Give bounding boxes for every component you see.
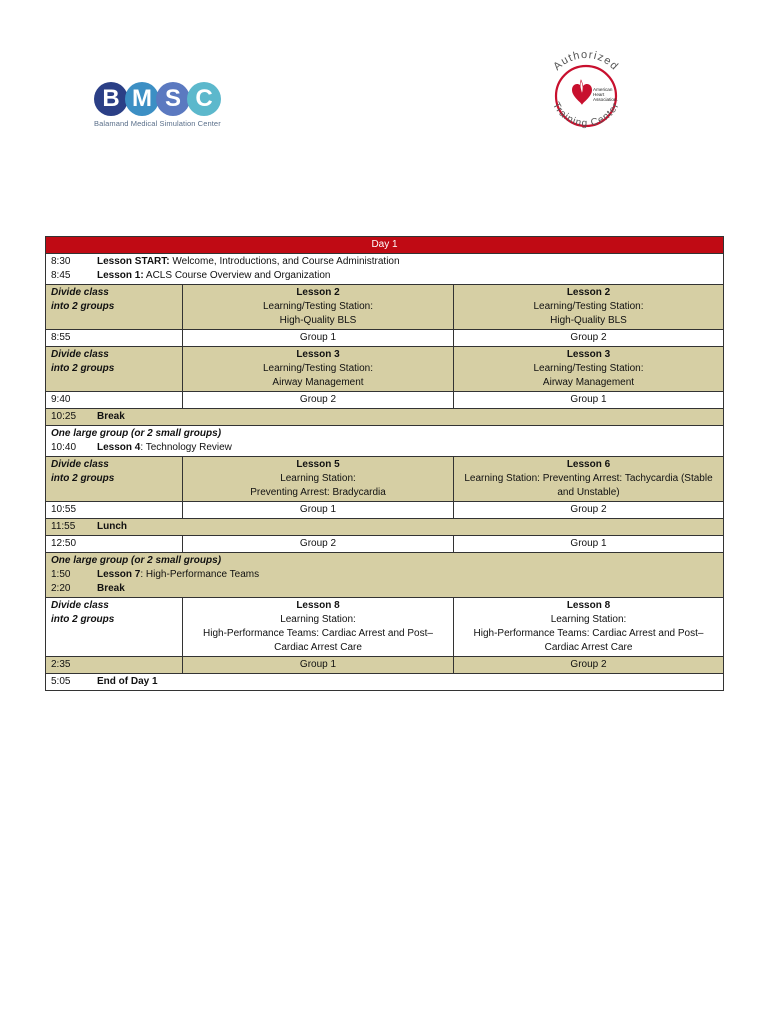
time-label: 5:05 — [51, 676, 71, 687]
intro-cell — [46, 254, 724, 285]
time-label: 11:55 — [51, 521, 76, 532]
bmsc-letter-b: B — [94, 82, 128, 116]
divide-class-cell: Divide class into 2 groups — [46, 598, 183, 657]
station-cell: Lesson 8 Learning Station: High-Performance Teams: Cardiac Arrest and Post– Cardiac Arrest Care — [454, 598, 724, 657]
station-row — [46, 598, 724, 657]
lesson-description: Welcome, Introductions, and Course Administration — [169, 256, 400, 267]
row-line — [51, 582, 718, 596]
time-label: 8:45 — [51, 270, 71, 281]
heart-torch-icon — [572, 80, 592, 105]
end-row — [46, 674, 724, 691]
lesson-description: : High-Performance Teams — [140, 569, 260, 580]
group-cell: Group 1 — [183, 657, 454, 674]
aha-training-center-seal — [536, 50, 636, 136]
divide-class-cell: Divide class into 2 groups — [46, 347, 183, 392]
time-label: 1:50 — [51, 569, 71, 580]
group-cell: Group 2 — [454, 502, 724, 519]
break-label: Break — [97, 411, 125, 422]
bmsc-subtitle: Balamand Medical Simulation Center — [94, 119, 221, 128]
large-group-label: One large group (or 2 small groups) — [51, 555, 222, 566]
time-cell: 2:35 — [46, 657, 183, 674]
group-cell: Group 2 — [183, 536, 454, 553]
seal-name-line-3: Association. — [593, 97, 618, 102]
station-cell: Lesson 2 Learning/Testing Station: High-Quality BLS — [454, 285, 724, 330]
station-cell: Lesson 2 Learning/Testing Station: High-Quality BLS — [183, 285, 454, 330]
end-label: End of Day 1 — [97, 676, 158, 687]
day-header-row — [46, 237, 724, 254]
row-line — [51, 568, 718, 582]
seal-arc-top-text: Authorized — [551, 50, 621, 74]
group-row — [46, 536, 724, 553]
station-row — [46, 457, 724, 502]
time-cell: 12:50 — [46, 536, 183, 553]
seal-arc-bottom-text: Training Center — [550, 100, 622, 130]
break-label: Break — [97, 583, 125, 594]
lesson-description: ACLS Course Overview and Organization — [143, 270, 331, 281]
lesson-label: Lesson 1: — [97, 270, 144, 281]
divide-class-cell: Divide class into 2 groups — [46, 457, 183, 502]
lunch-label: Lunch — [97, 521, 127, 532]
lesson-label: Lesson START: — [97, 256, 170, 267]
schedule-table — [45, 236, 724, 691]
station-row — [46, 285, 724, 330]
seal-name-line-1: American — [593, 87, 613, 92]
bmsc-letter-s: S — [156, 82, 190, 116]
large-group-label: One large group (or 2 small groups) — [51, 428, 222, 439]
schedule-row — [46, 254, 724, 285]
group-cell: Group 1 — [183, 502, 454, 519]
time-cell: 8:55 — [46, 330, 183, 347]
group-cell: Group 1 — [454, 392, 724, 409]
group-cell: Group 1 — [454, 536, 724, 553]
group-row — [46, 392, 724, 409]
lunch-row — [46, 519, 724, 536]
large-group-row — [46, 426, 724, 457]
seal-name-line-2: Heart — [593, 92, 605, 97]
time-label: 10:40 — [51, 442, 77, 453]
row-line — [51, 441, 718, 455]
bmsc-logo — [94, 82, 234, 134]
lesson-label: Lesson 7 — [97, 569, 141, 580]
lesson-description: : Technology Review — [140, 442, 232, 453]
time-label: 8:30 — [51, 256, 71, 267]
group-row — [46, 502, 724, 519]
bmsc-letter-c: C — [187, 82, 221, 116]
station-cell: Lesson 3 Learning/Testing Station: Airway Management — [454, 347, 724, 392]
break-row — [46, 409, 724, 426]
station-cell: Lesson 6 Learning Station: Preventing Arrest: Tachycardia (Stable and Unstable) — [454, 457, 724, 502]
lesson-label: Lesson 4 — [97, 442, 141, 453]
large-group-row — [46, 553, 724, 598]
day-title: Day 1 — [46, 237, 724, 254]
row-line — [51, 269, 718, 283]
station-row — [46, 347, 724, 392]
time-label: 10:25 — [51, 411, 77, 422]
time-cell: 10:55 — [46, 502, 183, 519]
divide-class-cell: Divide class into 2 groups — [46, 285, 183, 330]
time-cell: 9:40 — [46, 392, 183, 409]
group-cell: Group 2 — [454, 657, 724, 674]
group-cell: Group 1 — [183, 330, 454, 347]
group-row — [46, 330, 724, 347]
station-cell: Lesson 8 Learning Station: High-Performance Teams: Cardiac Arrest and Post– Cardiac Arrest Care — [183, 598, 454, 657]
time-label: 2:20 — [51, 583, 71, 594]
group-cell: Group 2 — [454, 330, 724, 347]
station-cell: Lesson 5 Learning Station: Preventing Arrest: Bradycardia — [183, 457, 454, 502]
bmsc-letters — [94, 82, 234, 116]
bmsc-letter-m: M — [125, 82, 159, 116]
row-line — [51, 255, 718, 269]
group-row — [46, 657, 724, 674]
group-cell: Group 2 — [183, 392, 454, 409]
station-cell: Lesson 3 Learning/Testing Station: Airway Management — [183, 347, 454, 392]
